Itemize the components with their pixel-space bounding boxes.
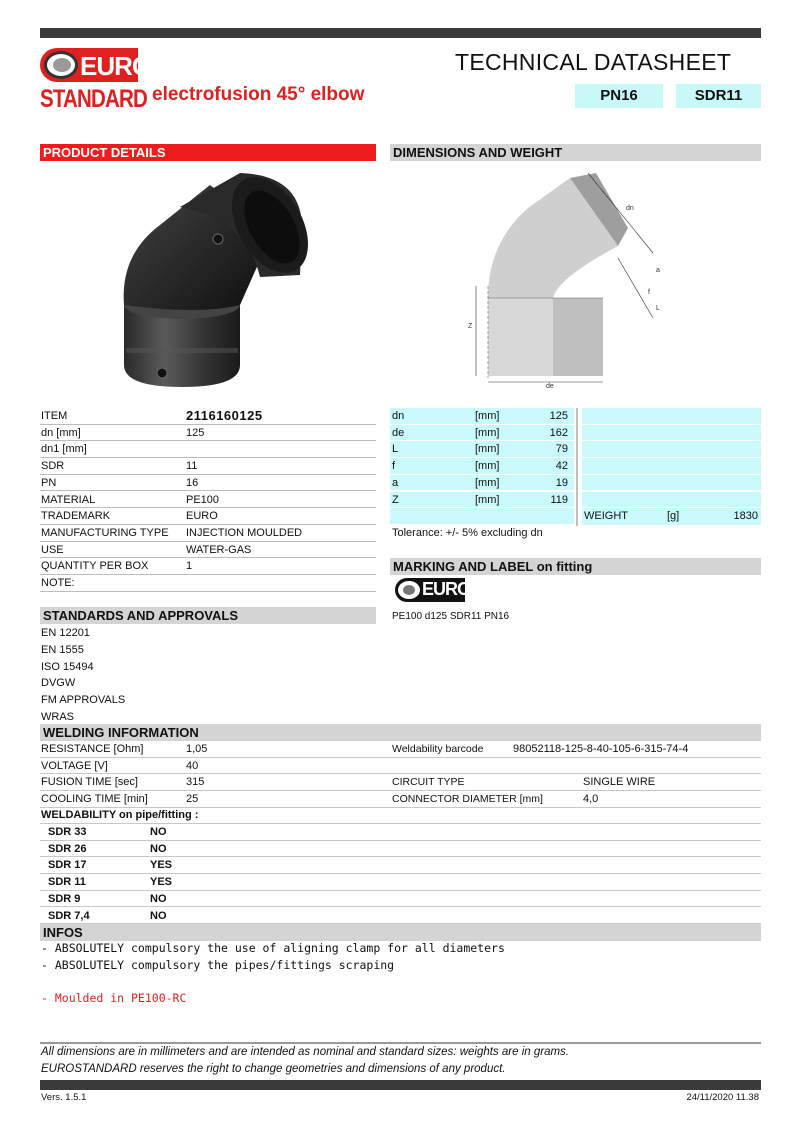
footer-divider: [40, 1042, 761, 1044]
marking-logo-text: EURO: [422, 579, 471, 599]
details-value: 16: [186, 476, 199, 489]
weldability-sdr: SDR 33: [48, 826, 87, 838]
weldability-value: YES: [150, 859, 173, 872]
details-label: dn [mm]: [41, 426, 81, 439]
welding-value: 1,05: [186, 743, 208, 755]
details-value: PE100: [186, 493, 220, 506]
marking-text: PE100 d125 SDR11 PN16: [392, 611, 510, 622]
info-moulded-note: - Moulded in PE100-RC: [41, 991, 187, 1005]
standard-item: ISO 15494: [41, 660, 94, 673]
welding-label: RESISTANCE [Ohm]: [41, 743, 144, 755]
standard-item: EN 12201: [41, 627, 90, 639]
dimension-value: 125: [549, 410, 568, 422]
dimension-drawing: [468, 168, 668, 388]
weldability-row: [40, 841, 761, 858]
weight-unit: [g]: [667, 510, 680, 522]
welding-value: 25: [186, 793, 199, 806]
details-label: USE: [41, 543, 64, 556]
weldability-sdr: SDR 7,4: [48, 909, 90, 922]
weight-value: 1830: [733, 510, 758, 522]
details-value: 11: [186, 460, 198, 473]
weldability-value: NO: [150, 909, 167, 922]
section-infos: INFOS: [40, 924, 761, 941]
details-label: TRADEMARK: [41, 510, 111, 523]
weldability-title-row: [40, 807, 761, 824]
svg-text:Z: Z: [468, 323, 473, 330]
details-row: [40, 408, 376, 425]
dimension-row: [390, 408, 574, 425]
section-welding: WELDING INFORMATION: [40, 724, 761, 741]
weldability-value: YES: [150, 876, 173, 889]
weldability-value: NO: [150, 842, 167, 855]
dimension-row-right: [582, 425, 761, 442]
details-row: [40, 492, 376, 509]
details-value: 1: [186, 560, 193, 573]
section-marking: MARKING AND LABEL on fitting: [390, 558, 761, 575]
dimension-name: L: [392, 443, 399, 456]
dimension-row: [390, 425, 574, 442]
section-dimensions-weight: DIMENSIONS AND WEIGHT: [390, 144, 761, 161]
badge-pn: PN16: [575, 84, 663, 108]
dimension-row-right: [582, 492, 761, 509]
welding-label: COOLING TIME [min]: [41, 793, 148, 806]
details-value: WATER-GAS: [186, 543, 252, 556]
svg-text:L: L: [656, 305, 660, 312]
dimension-value: 79: [555, 443, 568, 456]
dimension-unit: [mm]: [475, 410, 500, 422]
section-product-details: PRODUCT DETAILS: [40, 144, 376, 161]
dimension-name: a: [392, 476, 399, 489]
details-value: INJECTION MOULDED: [186, 526, 303, 539]
details-value: 2116160125: [186, 408, 263, 423]
welding-row: [40, 774, 761, 791]
version: Vers. 1.5.1: [41, 1092, 87, 1103]
weldability-sdr: SDR 26: [48, 842, 87, 855]
dimension-row-empty: [390, 508, 574, 525]
weldability-row: [40, 857, 761, 874]
weight-row: [582, 508, 761, 525]
details-label: NOTE:: [41, 577, 75, 589]
welding-row: [40, 758, 761, 775]
standard-item: WRAS: [41, 711, 74, 723]
dimension-row: [390, 475, 574, 492]
weldability-sdr: SDR 17: [48, 859, 87, 872]
dimension-name: f: [392, 460, 396, 473]
top-bar: [40, 28, 761, 38]
dimension-name: dn: [392, 410, 405, 422]
svg-text:dn: dn: [626, 205, 634, 212]
info-line-2: - ABSOLUTELY compulsory the pipes/fittings scraping: [41, 958, 395, 972]
welding-row: [40, 791, 761, 808]
product-title: electrofusion 45° elbow: [152, 84, 365, 105]
details-label: QUANTITY PER BOX: [41, 560, 149, 573]
weldability-row: [40, 874, 761, 891]
svg-text:de: de: [546, 383, 554, 388]
dimension-row: [390, 492, 574, 509]
dimension-unit: [mm]: [475, 426, 500, 439]
weldability-sdr: SDR 11: [48, 876, 86, 889]
details-label: SDR: [41, 460, 65, 473]
svg-text:f: f: [648, 289, 650, 296]
details-row: [40, 542, 376, 559]
details-value: EURO: [186, 510, 218, 523]
dimension-row-right: [582, 441, 761, 458]
welding-value-2: 4,0: [583, 793, 599, 806]
details-row: [40, 575, 376, 592]
welding-value: 40: [186, 759, 199, 772]
details-label: MATERIAL: [41, 493, 96, 506]
dimension-value: 119: [550, 493, 568, 506]
dimensions-divider: [576, 408, 578, 526]
welding-value: 315: [186, 776, 205, 789]
standard-item: FM APPROVALS: [41, 694, 126, 707]
dimension-unit: [mm]: [475, 476, 500, 489]
svg-text:a: a: [656, 267, 660, 274]
weldability-row: [40, 824, 761, 841]
tolerance-note: Tolerance: +/- 5% excluding dn: [392, 527, 543, 539]
weldability-row: [40, 908, 761, 925]
logo-circle-inner: [53, 58, 71, 72]
standard-item: DVGW: [41, 677, 76, 690]
print-date: 24/11/2020 11.38: [686, 1092, 759, 1103]
details-row: [40, 441, 376, 458]
details-row: [40, 508, 376, 525]
weldability-title: WELDABILITY on pipe/fitting :: [41, 809, 199, 821]
dimension-name: Z: [392, 493, 399, 506]
details-value: 125: [186, 426, 205, 439]
details-row: [40, 558, 376, 575]
dimension-unit: [mm]: [475, 460, 500, 473]
info-line-1: - ABSOLUTELY compulsory the use of aligning clamp for all diameters: [41, 941, 505, 955]
dimension-row: [390, 458, 574, 475]
welding-row: [40, 741, 761, 758]
section-standards: STANDARDS AND APPROVALS: [40, 607, 376, 624]
details-label: MANUFACTURING TYPE: [41, 526, 169, 539]
dimension-row-right: [582, 408, 761, 425]
welding-label-2: CIRCUIT TYPE: [392, 776, 465, 789]
weldability-row: [40, 891, 761, 908]
dimension-row-right: [582, 458, 761, 475]
product-photo: [110, 165, 310, 395]
footer-note-1: All dimensions are in millimeters and are intended as nominal and standard sizes: weights are in grams.: [41, 1046, 569, 1058]
welding-label: VOLTAGE [V]: [41, 759, 108, 772]
welding-value-2: 98052118-125-8-40-105-6-315-74-4: [513, 743, 689, 755]
dimension-unit: [mm]: [475, 493, 500, 506]
details-row: [40, 475, 376, 492]
dimension-value: 162: [549, 426, 568, 439]
marking-logo: [395, 578, 471, 602]
welding-label-2: Weldability barcode: [392, 743, 484, 755]
dimension-row: [390, 441, 574, 458]
dimension-value: 42: [555, 460, 568, 473]
document-title: TECHNICAL DATASHEET: [455, 49, 732, 75]
weight-label: WEIGHT: [584, 510, 628, 522]
dimension-row-right: [582, 475, 761, 492]
dimension-unit: [mm]: [475, 443, 500, 456]
details-row: [40, 458, 376, 475]
weldability-value: NO: [150, 826, 167, 838]
details-row: [40, 425, 376, 442]
footer-note-2: EUROSTANDARD reserves the right to change geometries and dimensions of any product.: [41, 1063, 506, 1075]
welding-label-2: CONNECTOR DIAMETER [mm]: [392, 793, 543, 806]
details-label: dn1 [mm]: [41, 443, 87, 456]
welding-label: FUSION TIME [sec]: [41, 776, 138, 789]
weldability-sdr: SDR 9: [48, 892, 81, 905]
welding-value-2: SINGLE WIRE: [583, 776, 656, 789]
dimension-value: 19: [555, 476, 568, 489]
bottom-bar: [40, 1080, 761, 1090]
standard-item: EN 1555: [41, 643, 84, 656]
weldability-value: NO: [150, 892, 167, 905]
badge-sdr: SDR11: [676, 84, 761, 108]
details-label: PN: [41, 476, 57, 489]
logo-euro-text: EURO: [80, 51, 152, 81]
dimension-name: de: [392, 426, 405, 439]
details-label: ITEM: [41, 410, 68, 422]
logo-standard-text: STANDARD: [40, 85, 147, 113]
details-row: [40, 525, 376, 542]
